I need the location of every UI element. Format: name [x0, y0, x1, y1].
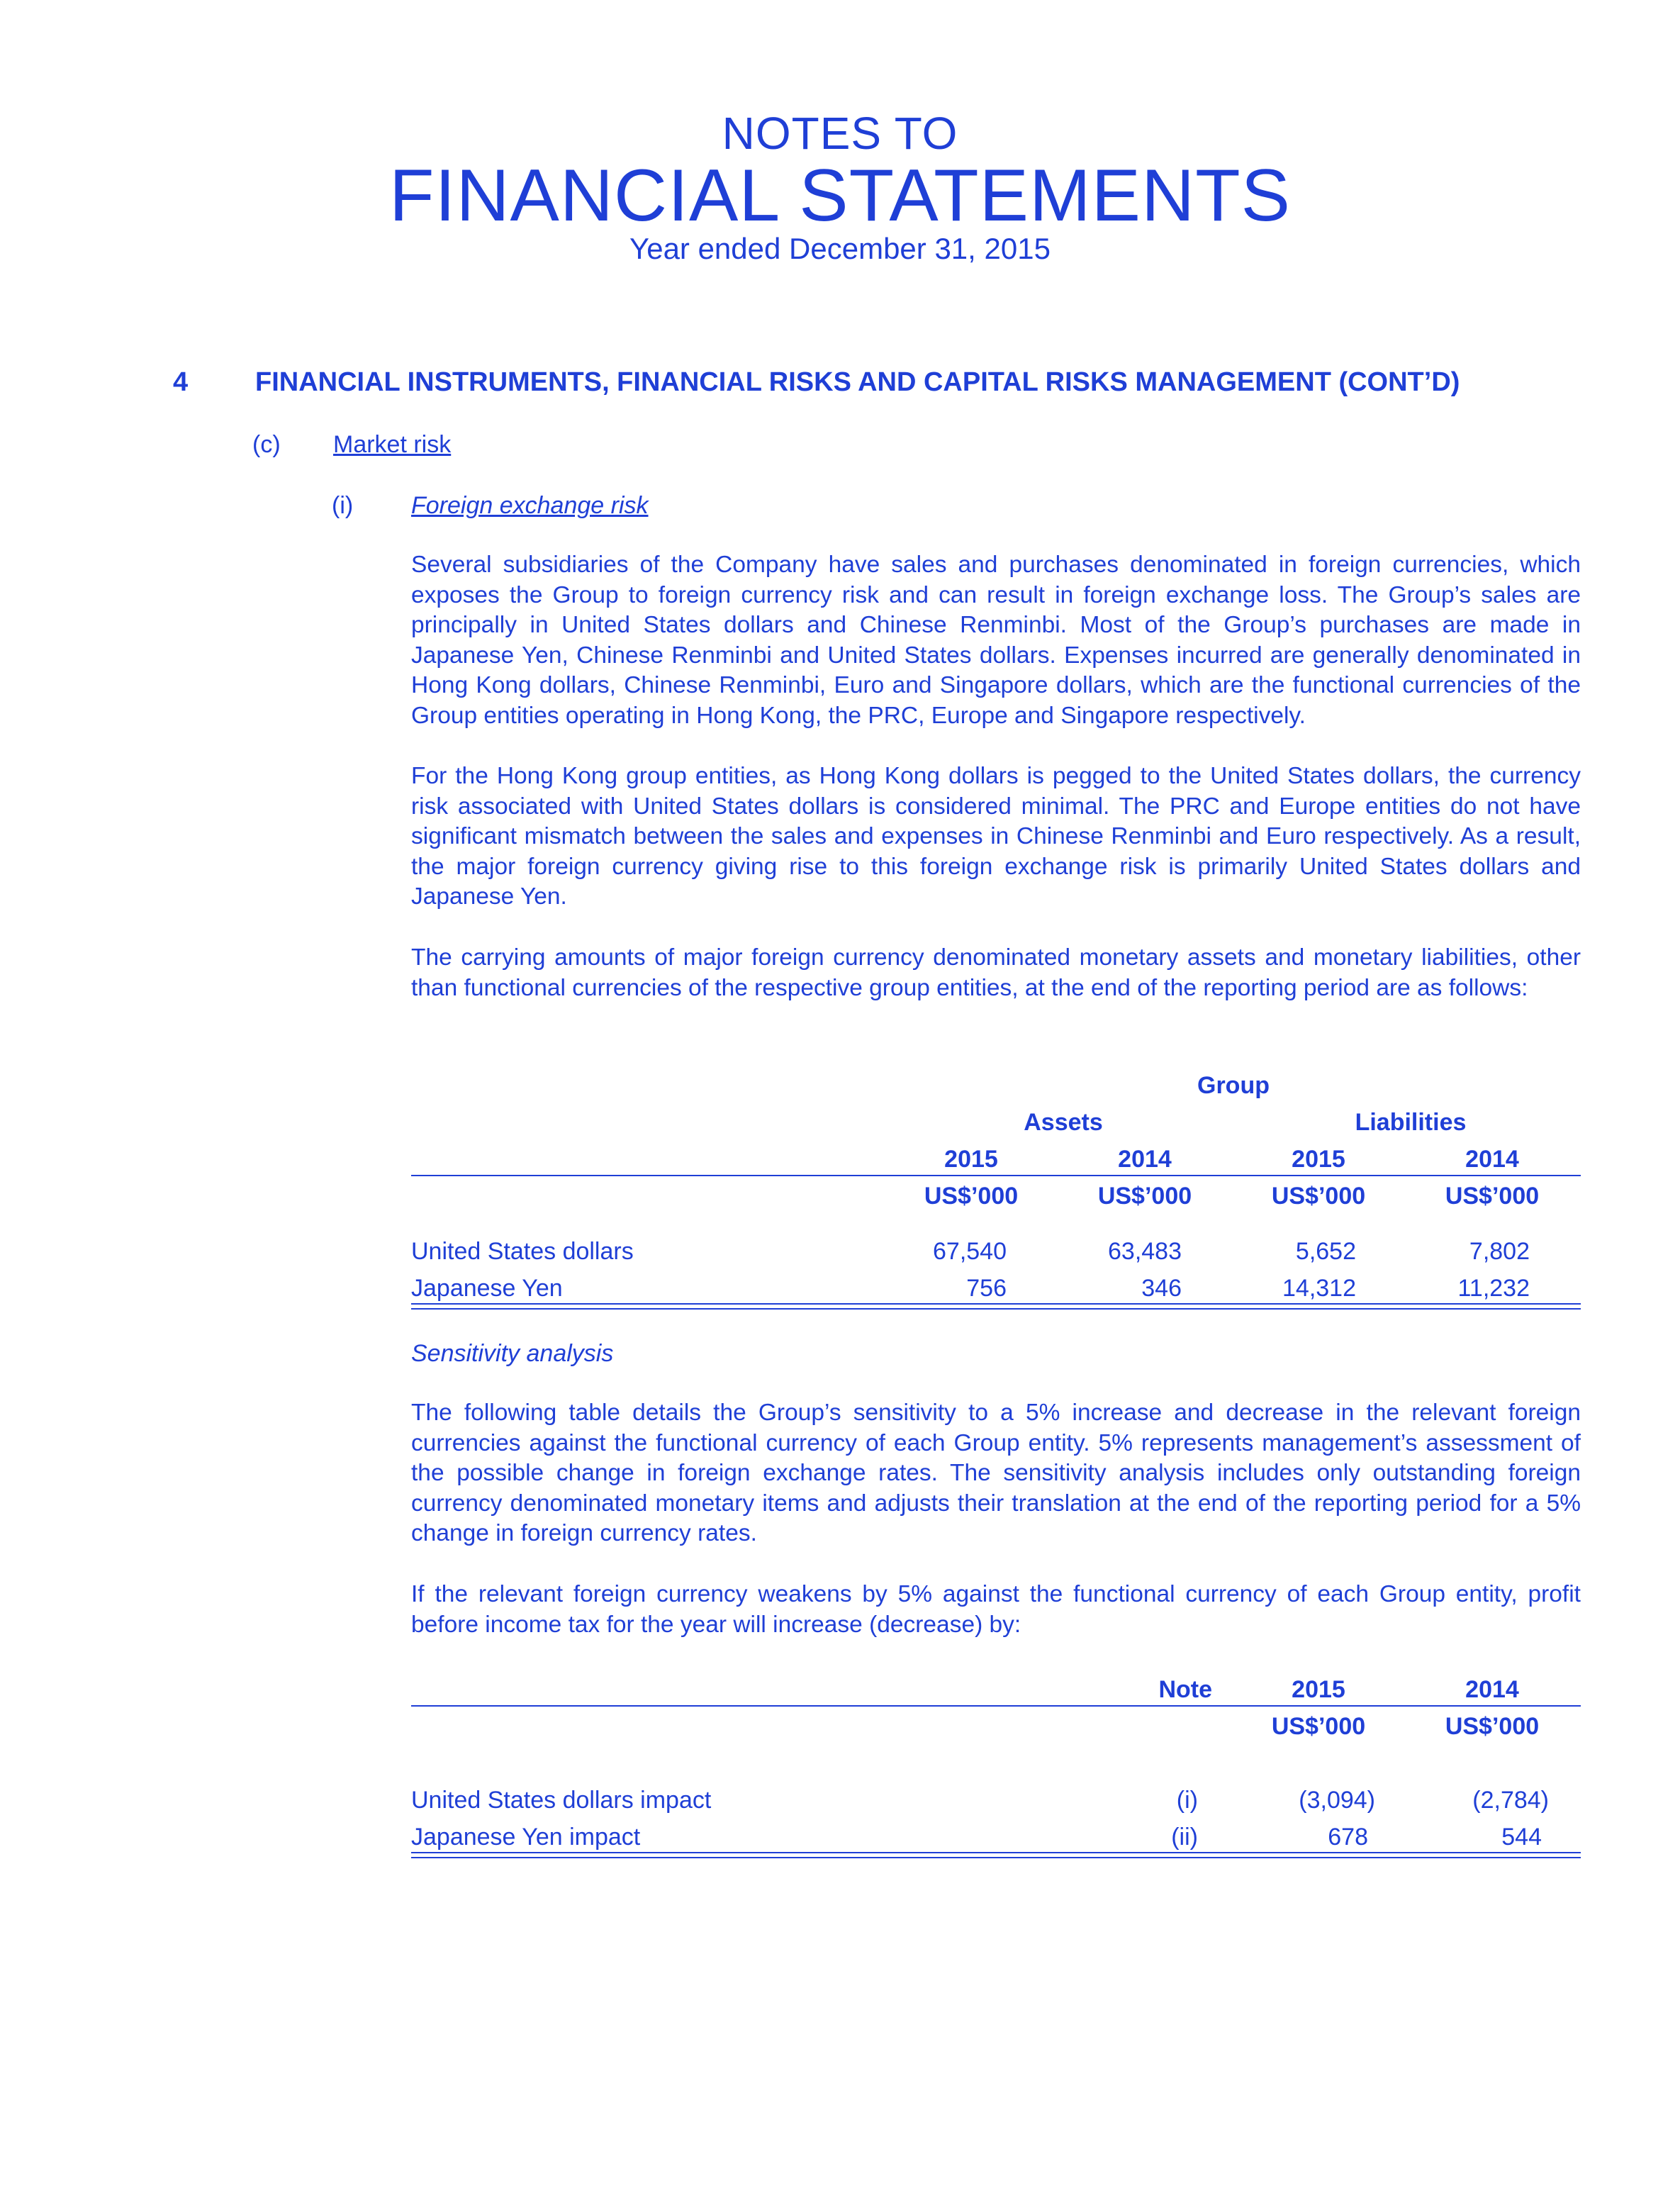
table-cell: (2,784)	[1472, 1787, 1549, 1814]
table2-header-rule	[411, 1705, 1581, 1707]
table-cell: 346	[1141, 1275, 1182, 1302]
table2-unit-header: US$’000	[1445, 1713, 1540, 1740]
table1-year-header: 2015	[944, 1146, 998, 1173]
paragraph-5: If the relevant foreign currency weakens by 5% against the functional currency of each Group entity, profit before income tax for the year will increase (decrease) by:	[411, 1581, 1581, 1638]
header-year-ended: Year ended December 31, 2015	[629, 232, 1051, 265]
sensitivity-heading: Sensitivity analysis	[411, 1340, 614, 1367]
table-cell-note: (i)	[1176, 1787, 1198, 1814]
table-cell: 63,483	[1108, 1238, 1182, 1265]
table-cell: 7,802	[1469, 1238, 1530, 1265]
table1-year-header: 2014	[1118, 1146, 1172, 1173]
table2-year-header: 2014	[1465, 1676, 1519, 1703]
table1-total-rule	[411, 1303, 1581, 1305]
table-row-label: Japanese Yen	[411, 1275, 563, 1302]
subsection-c-title: Market risk	[333, 431, 452, 458]
section-title: FINANCIAL INSTRUMENTS, FINANCIAL RISKS AND CAPITAL RISKS MANAGEMENT (CONT’D)	[255, 367, 1460, 397]
header-financial-statements: FINANCIAL STATEMENTS	[389, 155, 1291, 237]
subsection-i-title: Foreign exchange risk	[411, 492, 649, 519]
table2-year-header: 2015	[1292, 1676, 1345, 1703]
table1-year-header: 2015	[1292, 1146, 1345, 1173]
table1-group-header: Group	[1197, 1072, 1270, 1099]
section-number: 4	[173, 367, 189, 397]
table-cell: 678	[1328, 1824, 1368, 1851]
table-cell: 11,232	[1457, 1275, 1530, 1302]
table-cell-note: (ii)	[1171, 1824, 1198, 1851]
table-cell: 67,540	[933, 1238, 1007, 1265]
subsection-i-number: (i)	[332, 492, 354, 519]
table-row-label: United States dollars	[411, 1238, 634, 1265]
header-notes-to: NOTES TO	[722, 108, 958, 159]
paragraph-1: Several subsidiaries of the Company have sales and purchases denominated in foreign currencies, which exposes the Group to foreign currency risk and can result in foreign exchange loss. The Group’s sales are principally in United States dollars and Chinese Renminbi. Most of the Group’s purchases are made in Japanese Yen, Chinese Renminbi and United States dollars. Expenses incurred are generally denominated in Hong Kong dollars, Chinese Renminbi, Euro and Singapore dollars, which are the functional currencies of the Group entities operating in Hong Kong, the PRC, Europe and Singapore respectively.	[411, 552, 1581, 729]
table1-header-rule	[411, 1175, 1581, 1176]
table1-unit-header: US$’000	[1271, 1183, 1366, 1210]
table1-unit-header: US$’000	[924, 1183, 1019, 1210]
table2-note-header: Note	[1158, 1676, 1212, 1703]
table1-unit-header: US$’000	[1097, 1183, 1192, 1210]
table-cell: 14,312	[1282, 1275, 1356, 1302]
subsection-c-number: (c)	[252, 431, 281, 458]
table-row-label: Japanese Yen impact	[411, 1824, 641, 1851]
paragraph-3: The carrying amounts of major foreign currency denominated monetary assets and monetary liabilities, other than functional currencies of the respective group entities, at the end of the reporting period are as follows:	[411, 944, 1581, 1001]
paragraph-4: The following table details the Group’s sensitivity to a 5% increase and decrease in the relevant foreign currencies against the functional currency of each Group entity. 5% represents management’s assessment of the possible change in foreign exchange rates. The sensitivity analysis includes only outstanding foreign currency denominated monetary items and adjusts their translation at the end of the reporting period for a 5% change in foreign currency rates.	[411, 1400, 1581, 1546]
table1-unit-header: US$’000	[1445, 1183, 1540, 1210]
paragraph-2: For the Hong Kong group entities, as Hong Kong dollars is pegged to the United States dollars, the currency risk associated with United States dollars is considered minimal. The PRC and Europe entities do not have significant mismatch between the sales and expenses in Chinese Renminbi and Euro respectively. As a result, the major foreign currency giving rise to this foreign exchange risk is primarily United States dollars and Japanese Yen.	[411, 763, 1581, 910]
table1-total-rule	[411, 1308, 1581, 1310]
table1-year-header: 2014	[1465, 1146, 1519, 1173]
table2-total-rule	[411, 1857, 1581, 1858]
table2-total-rule	[411, 1852, 1581, 1853]
table1-assets-header: Assets	[1024, 1109, 1103, 1136]
table2-unit-header: US$’000	[1271, 1713, 1366, 1740]
table-cell: 756	[966, 1275, 1007, 1302]
table-cell: (3,094)	[1299, 1787, 1375, 1814]
table-row-label: United States dollars impact	[411, 1787, 712, 1814]
table-cell: 5,652	[1295, 1238, 1356, 1265]
table1-liabilities-header: Liabilities	[1355, 1109, 1467, 1136]
table-cell: 544	[1501, 1824, 1542, 1851]
